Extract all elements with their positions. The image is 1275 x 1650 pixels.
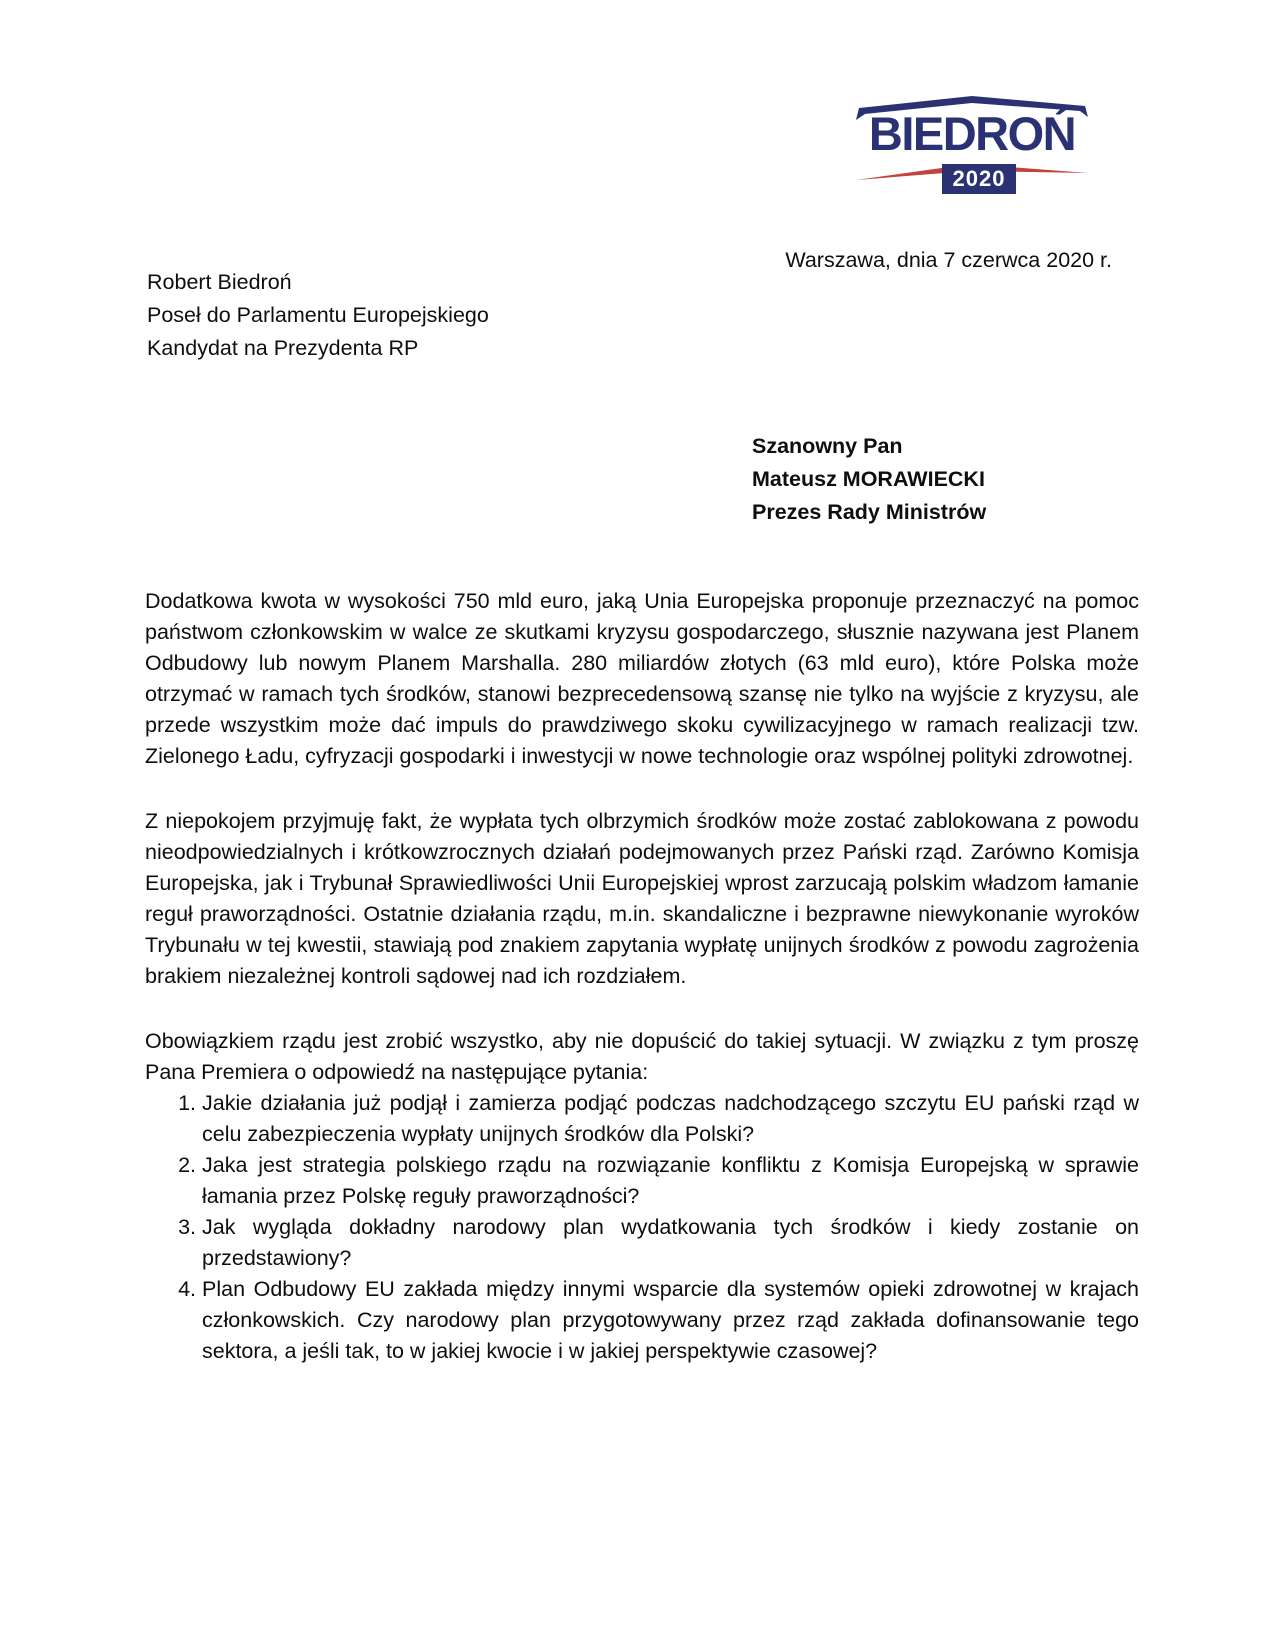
- paragraph-2: Z niepokojem przyjmuję fakt, że wypłata tych olbrzymich środków może zostać zablokowana z powodu nieodpowiedzialnych i krótkowzrocznych działań podejmowanych przez Pański rząd. Zarówno Komisja Europejska, jak i Trybunał Sprawiedliwości Unii Europejskiej wprost zarzucają polskim władzom łamanie reguł praworządności. Ostatnie działania rządu, m.in. skandaliczne i bezprawne niewykonanie wyroków Trybunału w tej kwestii, stawiają pod znakiem zapytania wypłatę unijnych środków z powodu zagrożenia brakiem niezależnej kontroli sądowej nad ich rozdziałem.: [145, 809, 1139, 988]
- paragraph-3: Obowiązkiem rządu jest zrobić wszystko, aby nie dopuścić do takiej sytuacji. W związku z tym proszę Pana Premiera o odpowiedź na następujące pytania:: [145, 1029, 1139, 1084]
- biedron-2020-logo: [856, 94, 1088, 202]
- logo-name: BIEDROŃ: [868, 107, 1076, 160]
- logo-year-badge: 2020: [942, 164, 1016, 194]
- recipient-name: Mateusz MORAWIECKI: [752, 467, 985, 491]
- date-line: Warszawa, dnia 7 czerwca 2020 r.: [785, 248, 1112, 272]
- letter-body: [145, 586, 1139, 1367]
- recipient-salutation: Szanowny Pan: [752, 434, 903, 458]
- sender-name: Robert Biedroń: [147, 270, 292, 294]
- question-item-3: 3. Jak wygląda dokładny narodowy plan wydatkowania tych środków i kiedy zostanie on przedstawiony?: [202, 1212, 1139, 1274]
- question-item-1: 1. Jakie działania już podjął i zamierza podjąć podczas nadchodzącego szczytu EU pański rząd w celu zabezpieczenia wypłaty unijnych środków dla Polski?: [202, 1088, 1139, 1150]
- paragraph-1: Dodatkowa kwota w wysokości 750 mld euro, jaką Unia Europejska proponuje przeznaczyć na pomoc państwom członkowskim w walce ze skutkami kryzysu gospodarczego, słusznie nazywana jest Planem Odbudowy lub nowym Planem Marshalla. 280 miliardów złotych (63 mld euro), które Polska może otrzymać w ramach tych środków, stanowi bezprecedensową szansę nie tylko na wyjście z kryzysu, ale przede wszystkim może dać impuls do prawdziwego skoku cywilizacyjnego w ramach realizacji tzw. Zielonego Ładu, cyfryzacji gospodarki i inwestycji w nowe technologie oraz wspólnej polityki zdrowotnej.: [145, 589, 1139, 768]
- recipient-title: Prezes Rady Ministrów: [752, 500, 987, 524]
- question-item-2: 2. Jaka jest strategia polskiego rządu na rozwiązanie konfliktu z Komisja Europejską w sprawie łamania przez Polskę reguły praworządności?: [202, 1150, 1139, 1212]
- question-item-4: 4. Plan Odbudowy EU zakłada między innymi wsparcie dla systemów opieki zdrowotnej w krajach członkowskich. Czy narodowy plan przygotowywany przez rząd zakłada dofinansowanie tego sektora, a jeśli tak, to w jakiej kwocie i w jakiej perspektywie czasowej?: [202, 1274, 1139, 1367]
- questions-list: [145, 1088, 1139, 1367]
- sender-role-2: Kandydat na Prezydenta RP: [147, 336, 419, 360]
- sender-role-1: Poseł do Parlamentu Europejskiego: [147, 303, 489, 327]
- recipient-block: [752, 430, 986, 529]
- sender-block: [147, 266, 489, 365]
